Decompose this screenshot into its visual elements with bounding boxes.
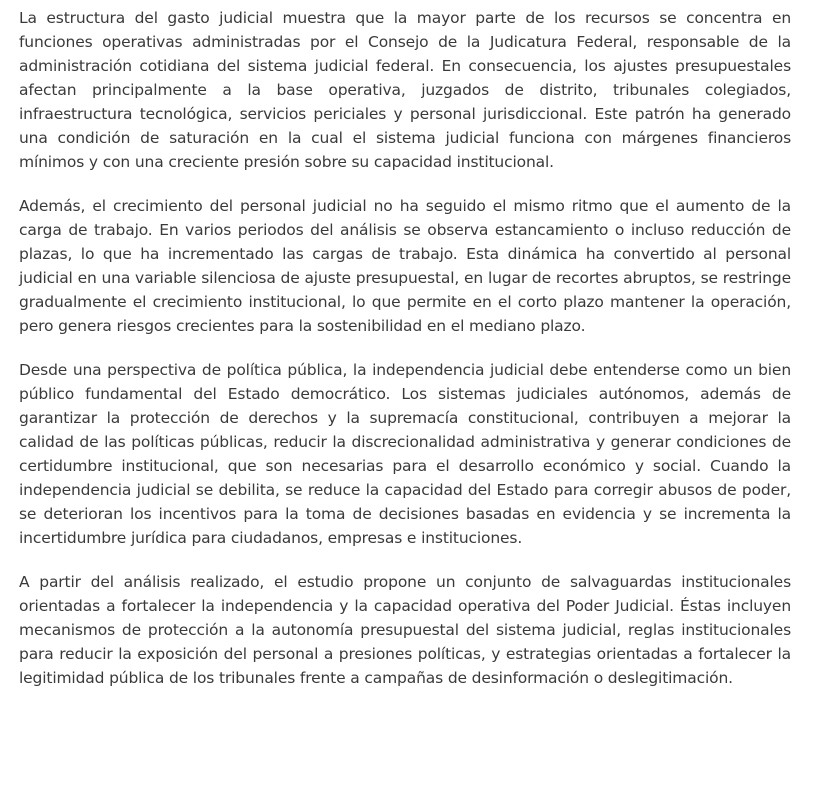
paragraph-public-policy: Desde una perspectiva de política pública, la independencia judicial debe entenderse como un bien público fundamental del Estado democrático. Los sistemas judiciales autónomos, además de garantizar la protección de derechos y la supremacía constitucional, contribuyen a mejorar la calidad de las políticas públicas, reducir la discrecionalidad administrativa y generar condiciones de certidumbre institucional, que son necesarias para el desarrollo económico y social. Cuando la independencia judicial se debilita, se reduce la capacidad del Estado para corregir abusos de poder, se deterioran los incentivos para la toma de decisiones basadas en evidencia y se incrementa la incertidumbre jurídica para ciudadanos, empresas e instituciones. <box>19 361 791 547</box>
document-body <box>19 6 791 690</box>
paragraph-budget-structure: La estructura del gasto judicial muestra que la mayor parte de los recursos se concentra en funciones operativas administradas por el Consejo de la Judicatura Federal, responsable de la administración cotidiana del sistema judicial federal. En consecuencia, los ajustes presupuestales afectan principalmente a la base operativa, juzgados de distrito, tribunales colegiados, infraestructura tecnológica, servicios periciales y personal jurisdiccional. Este patrón ha generado una condición de saturación en la cual el sistema judicial funciona con márgenes financieros mínimos y con una creciente presión sobre su capacidad institucional. <box>19 9 791 171</box>
paragraph-safeguards: A partir del análisis realizado, el estudio propone un conjunto de salvaguardas institucionales orientadas a fortalecer la independencia y la capacidad operativa del Poder Judicial. Éstas incluyen mecanismos de protección a la autonomía presupuestal del sistema judicial, reglas institucionales para reducir la exposición del personal a presiones políticas, y estrategias orientadas a fortalecer la legitimidad pública de los tribunales frente a campañas de desinformación o deslegitimación. <box>19 573 791 687</box>
paragraph-judicial-staff: Además, el crecimiento del personal judicial no ha seguido el mismo ritmo que el aumento de la carga de trabajo. En varios periodos del análisis se observa estancamiento o incluso reducción de plazas, lo que ha incrementado las cargas de trabajo. Esta dinámica ha convertido al personal judicial en una variable silenciosa de ajuste presupuestal, en lugar de recortes abruptos, se restringe gradualmente el crecimiento institucional, lo que permite en el corto plazo mantener la operación, pero genera riesgos crecientes para la sostenibilidad en el mediano plazo. <box>19 197 791 335</box>
